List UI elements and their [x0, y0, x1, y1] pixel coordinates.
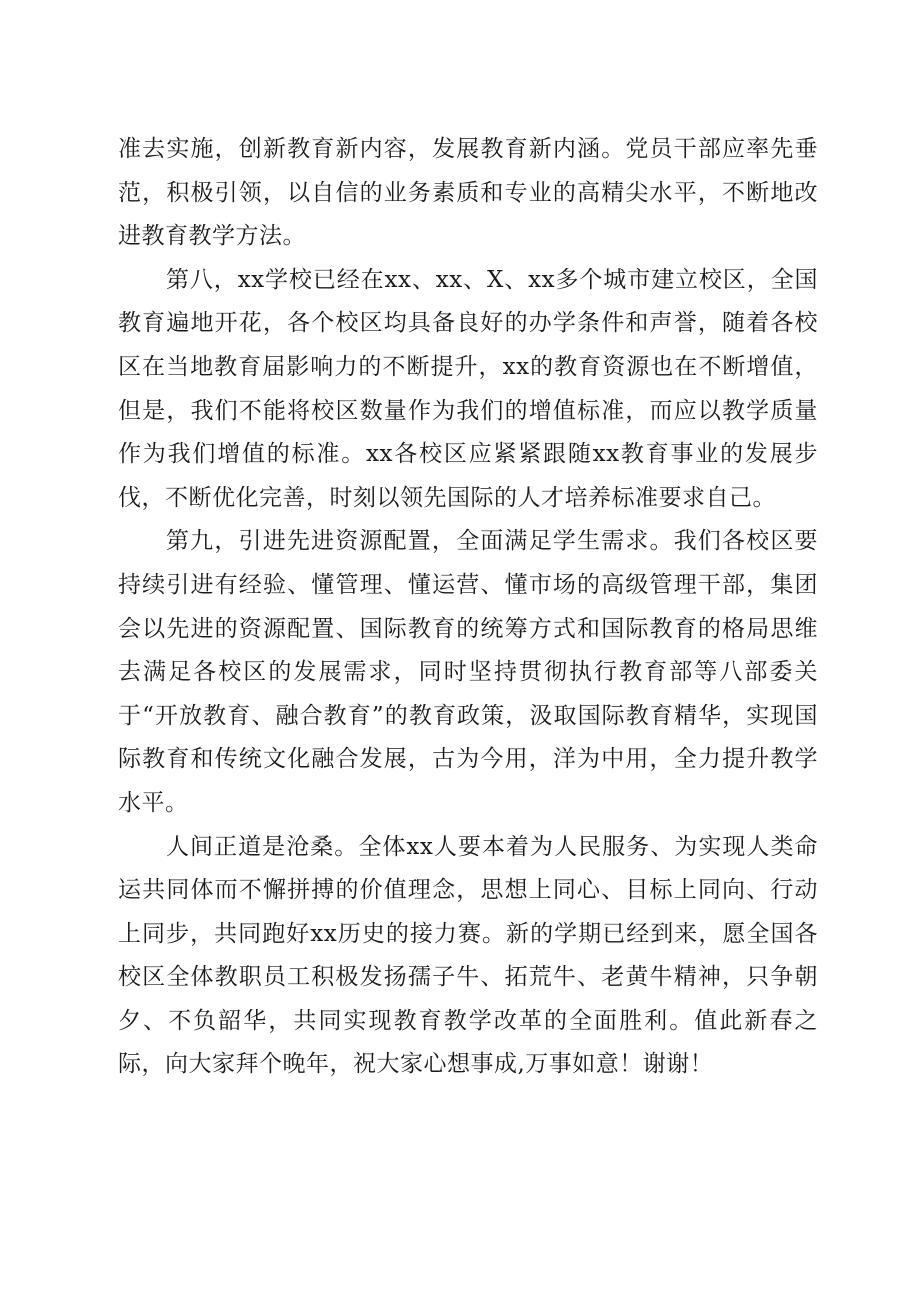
paragraph-eighth-point: 第八，xx学校已经在xx、xx、X、xx多个城市建立校区，全国教育遍地开花，各个校区均具备良好的办学条件和声誉，随着各校区在当地教育届影响力的不断提升，xx的教育资源也在不断增值，但是，我们不能将校区数量作为我们的增值标准，而应以教学质量作为我们增值的标准。xx各校区应紧紧跟随xx教育事业的发展步伐，不断优化完善，时刻以领先国际的人才培养标准要求自己。 [118, 266, 818, 511]
paragraph-ninth-point: 第九，引进先进资源配置，全面满足学生需求。我们各校区要持续引进有经验、懂管理、懂运营、懂市场的高级管理干部，集团会以先进的资源配置、国际教育的统筹方式和国际教育的格局思维去满足各校区的发展需求，同时坚持贯彻执行教育部等八部委关于“开放教育、融合教育”的教育政策，汲取国际教育精华，实现国际教育和传统文化融合发展，古为今用，洋为中用，全力提升教学水平。 [118, 528, 818, 816]
document-body [118, 128, 818, 1087]
paragraph-closing: 人间正道是沧桑。全体xx人要本着为人民服务、为实现人类命运共同体而不懈拼搏的价值理念，思想上同心、目标上同向、行动上同步，共同跑好xx历史的接力赛。新的学期已经到来，愿全国各校区全体教职员工积极发扬孺子牛、拓荒牛、老黄牛精神，只争朝夕、不负韶华，共同实现教育教学改革的全面胜利。值此新春之际，向大家拜个晚年，祝大家心想事成,万事如意！谢谢！ [118, 833, 818, 1078]
paragraph-continuation: 准去实施，创新教育新内容，发展教育新内涵。党员干部应率先垂范，积极引领，以自信的业务素质和专业的高精尖水平，不断地改进教育教学方法。 [118, 136, 818, 250]
